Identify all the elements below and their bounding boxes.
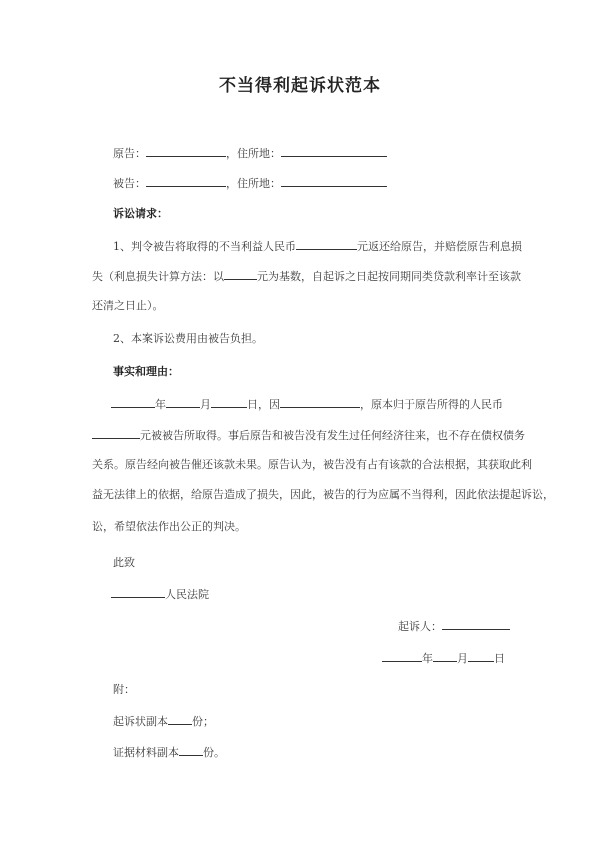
claims-heading: 诉讼请求： [113,207,168,220]
claim-1-text-c: 失（利息损失计算方法：以 [92,270,224,283]
facts-line-3: 关系。原告经向被告催还该款未果。原告认为，被告没有占有该款的合法根据，其获取此利 [92,458,532,471]
court-line [111,586,209,603]
claim-1-base-blank [224,268,257,280]
defendant-label: 被告： [113,177,146,190]
date-day-label: 日 [494,652,505,665]
plaintiff-line [113,145,387,162]
attachment-1-label: 起诉状副本 [113,715,168,728]
facts-amount-blank [92,427,140,439]
date-month-blank [433,650,457,662]
facts-day-blank [211,396,247,408]
defendant-address-label: ，住所地： [226,177,281,190]
court-label: 人民法院 [165,588,209,601]
attachment-2-label: 证据材料副本 [113,746,179,759]
date-year-label: 年 [422,652,433,665]
defendant-line [113,175,387,192]
plaintiff-address-label: ，住所地： [226,147,281,160]
signature-label: 起诉人： [398,620,442,633]
date-year-blank [382,650,422,662]
document-title: 不当得利起诉状范本 [219,76,381,96]
facts-line-2-text: 元被被告所取得。事后原告和被告没有发生过任何经济往来，也不存在债权债务 [140,429,525,442]
attachment-1-count-blank [168,713,192,725]
claim-1-line-2 [92,268,521,285]
attachment-2-unit: 份。 [203,746,225,759]
plaintiff-address-blank [281,145,387,157]
facts-day-label: 日，因 [247,398,280,411]
date-line [382,650,505,667]
facts-line-4: 益无法律上的依据，给原告造成了损失，因此，被告的行为应属不当得利，因此依法提起诉讼， [92,488,554,501]
attachment-1 [113,713,214,730]
signature-blank [442,618,510,630]
claim-1-text-d: 元为基数，自起诉之日起按同期同类贷款利率计至该款 [257,270,521,283]
facts-heading: 事实和理由： [113,365,179,378]
claim-1-line-3: 还清之日止）。 [92,299,164,312]
date-day-blank [468,650,494,662]
facts-line-2 [92,427,525,444]
facts-year-blank [111,396,155,408]
claim-1-text-a: 1、判令被告将取得的不当利益人民币 [113,240,296,253]
facts-year-label: 年 [155,398,166,411]
defendant-name-blank [146,175,226,187]
facts-reason-blank [280,396,360,408]
plaintiff-label: 原告： [113,147,146,160]
claim-1-text-b: 元返还给原告，并赔偿原告利息损 [357,240,522,253]
attachment-2-count-blank [179,744,203,756]
facts-line-1 [111,396,503,413]
attachment-2 [113,744,225,761]
claim-1-amount-blank [296,238,357,250]
attachments-heading: 附： [113,683,135,696]
signature-line [398,618,510,635]
attachment-1-unit: 份； [192,715,214,728]
claim-1-line-1 [113,238,522,255]
claim-2: 2、本案诉讼费用由被告负担。 [113,332,263,345]
facts-line-1-tail: ，原本归于原告所得的人民币 [360,398,503,411]
date-month-label: 月 [457,652,468,665]
facts-month-blank [166,396,200,408]
facts-month-label: 月 [200,398,211,411]
court-name-blank [111,586,165,598]
facts-line-5: 讼，希望依法作出公正的判决。 [92,520,246,533]
defendant-address-blank [281,175,387,187]
salutation: 此致 [113,556,135,569]
plaintiff-name-blank [146,145,226,157]
